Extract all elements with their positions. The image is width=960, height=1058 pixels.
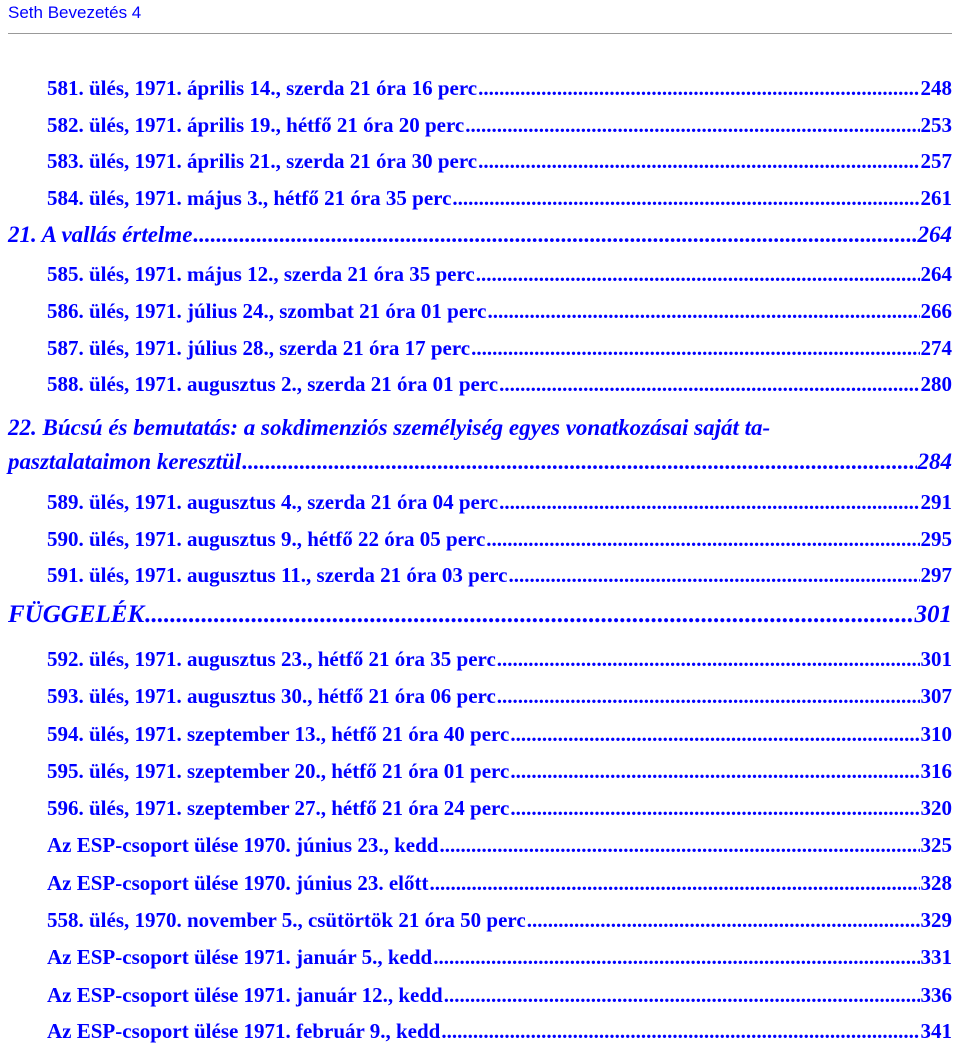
toc-entry-chapter[interactable] bbox=[8, 449, 952, 475]
toc-entry-session[interactable] bbox=[47, 186, 952, 211]
toc-entry-session[interactable] bbox=[47, 563, 952, 588]
toc-entry-session[interactable] bbox=[47, 833, 952, 858]
toc-entry-title: Az ESP-csoport ülése 1970. június 23. előtt bbox=[47, 871, 429, 895]
toc-leader-dots bbox=[478, 76, 919, 101]
toc-leader-dots bbox=[527, 908, 920, 933]
toc-leader-dots bbox=[476, 262, 920, 287]
toc-entry-session[interactable] bbox=[47, 684, 952, 709]
toc-leader-dots bbox=[499, 372, 919, 397]
toc-entry-title: 585. ülés, 1971. május 12., szerda 21 óra 35 perc bbox=[47, 262, 475, 286]
toc-entry-session[interactable] bbox=[47, 372, 952, 397]
toc-page-number: 266 bbox=[920, 299, 952, 323]
toc-entry-session[interactable] bbox=[47, 76, 952, 101]
toc-entry-title: 558. ülés, 1970. november 5., csütörtök 21 óra 50 perc bbox=[47, 908, 526, 932]
toc-entry-session[interactable] bbox=[47, 149, 952, 174]
toc-page-number: 253 bbox=[920, 113, 952, 137]
toc-chapter-title-line1[interactable]: 22. Búcsú és bemutatás: a sokdimenziós személyiség egyes vonatkozásai saját ta- bbox=[8, 415, 771, 440]
toc-entry-chapter[interactable] bbox=[8, 222, 952, 248]
toc-entry-title: FÜGGELÉK bbox=[8, 601, 145, 628]
toc-entry-title: 593. ülés, 1971. augusztus 30., hétfő 21 óra 06 perc bbox=[47, 684, 496, 708]
toc-entry-session[interactable] bbox=[47, 871, 952, 896]
toc-leader-dots bbox=[486, 527, 919, 552]
toc-leader-dots bbox=[499, 490, 919, 515]
toc-entry-title: 590. ülés, 1971. augusztus 9., hétfő 22 óra 05 perc bbox=[47, 527, 486, 551]
toc-page-number: 301 bbox=[914, 601, 952, 628]
toc-page-number: 310 bbox=[920, 722, 952, 746]
toc-entry-session[interactable] bbox=[47, 722, 952, 747]
toc-entry-title: 595. ülés, 1971. szeptember 20., hétfő 21 óra 01 perc bbox=[47, 759, 510, 783]
toc-entry-title: 587. ülés, 1971. július 28., szerda 21 óra 17 perc bbox=[47, 336, 471, 360]
toc-page-number: 301 bbox=[920, 647, 952, 671]
toc-leader-dots bbox=[487, 299, 919, 324]
toc-entry-session[interactable] bbox=[47, 1019, 952, 1044]
toc-entry-session[interactable] bbox=[47, 759, 952, 784]
toc-page-number: 328 bbox=[920, 871, 952, 895]
toc-entry-title: 586. ülés, 1971. július 24., szombat 21 óra 01 perc bbox=[47, 299, 487, 323]
toc-leader-dots bbox=[497, 684, 920, 709]
toc-page-number: 336 bbox=[920, 983, 952, 1007]
toc-entry-title: 588. ülés, 1971. augusztus 2., szerda 21 óra 01 perc bbox=[47, 372, 499, 396]
toc-leader-dots bbox=[471, 336, 919, 361]
toc-page-number: 274 bbox=[920, 336, 952, 360]
toc-leader-dots bbox=[478, 149, 919, 174]
toc-leader-dots bbox=[510, 722, 919, 747]
toc-entry-session[interactable] bbox=[47, 527, 952, 552]
document-title: Seth Bevezetés 4 bbox=[8, 3, 142, 22]
toc-entry-session[interactable] bbox=[47, 945, 952, 970]
toc-entry-title: Az ESP-csoport ülése 1971. február 9., kedd bbox=[47, 1019, 441, 1043]
toc-leader-dots bbox=[452, 186, 919, 211]
toc-page-number: 248 bbox=[920, 76, 952, 100]
toc-leader-dots bbox=[430, 871, 920, 896]
toc-page-number: 329 bbox=[920, 908, 952, 932]
toc-entry-title: Az ESP-csoport ülése 1971. január 5., kedd bbox=[47, 945, 433, 969]
toc-entry-session[interactable] bbox=[47, 490, 952, 515]
toc-entry-title: 592. ülés, 1971. augusztus 23., hétfő 21 óra 35 perc bbox=[47, 647, 496, 671]
header-divider bbox=[8, 33, 952, 34]
toc-leader-dots bbox=[510, 759, 919, 784]
toc-page-number: 316 bbox=[920, 759, 952, 783]
toc-entry-session[interactable] bbox=[47, 647, 952, 672]
toc-page-number: 297 bbox=[920, 563, 952, 587]
toc-entry-session[interactable] bbox=[47, 262, 952, 287]
toc-page-number: 291 bbox=[920, 490, 952, 514]
toc-leader-dots bbox=[439, 833, 919, 858]
toc-page-number: 284 bbox=[917, 449, 952, 474]
toc-entry-session[interactable] bbox=[47, 113, 952, 138]
toc-leader-dots bbox=[510, 796, 919, 821]
toc-entry-title: Az ESP-csoport ülése 1970. június 23., kedd bbox=[47, 833, 439, 857]
toc-page-number: 261 bbox=[920, 186, 952, 210]
toc-leader-dots bbox=[508, 563, 919, 588]
toc-entry-appendix[interactable] bbox=[8, 601, 952, 629]
page-header bbox=[0, 0, 960, 36]
toc-page-number: 280 bbox=[920, 372, 952, 396]
toc-entry-title: 582. ülés, 1971. április 19., hétfő 21 óra 20 perc bbox=[47, 113, 465, 137]
toc-entry-session[interactable] bbox=[47, 299, 952, 324]
toc-entry-session[interactable] bbox=[47, 796, 952, 821]
toc-leader-dots bbox=[465, 113, 919, 138]
toc-page-number: 331 bbox=[920, 945, 952, 969]
toc-entry-title: 584. ülés, 1971. május 3., hétfő 21 óra 35 perc bbox=[47, 186, 452, 210]
toc-entry-session[interactable] bbox=[47, 983, 952, 1008]
toc-page-number: 264 bbox=[917, 222, 952, 247]
toc-leader-dots bbox=[441, 1019, 919, 1044]
toc-entry-session[interactable] bbox=[47, 908, 952, 933]
toc-entry-title: 583. ülés, 1971. április 21., szerda 21 óra 30 perc bbox=[47, 149, 478, 173]
toc-entry-title: pasztalataimon keresztül bbox=[8, 449, 242, 474]
toc-page-number: 307 bbox=[920, 684, 952, 708]
toc-leader-dots bbox=[433, 945, 919, 970]
toc-page-number: 341 bbox=[920, 1019, 952, 1043]
toc-entry-title: 594. ülés, 1971. szeptember 13., hétfő 21 óra 40 perc bbox=[47, 722, 510, 746]
toc-entry-title: 21. A vallás értelme bbox=[8, 222, 193, 247]
toc-entry-title: 596. ülés, 1971. szeptember 27., hétfő 21 óra 24 perc bbox=[47, 796, 510, 820]
toc-entry-title: 589. ülés, 1971. augusztus 4., szerda 21 óra 04 perc bbox=[47, 490, 499, 514]
toc-page-number: 295 bbox=[920, 527, 952, 551]
toc-entry-session[interactable] bbox=[47, 336, 952, 361]
toc-leader-dots bbox=[242, 449, 916, 475]
toc-leader-dots bbox=[497, 647, 920, 672]
toc-page-number: 257 bbox=[920, 149, 952, 173]
toc-page-number: 320 bbox=[920, 796, 952, 820]
toc-page-number: 325 bbox=[920, 833, 952, 857]
toc-leader-dots bbox=[145, 601, 913, 629]
toc-entry-title: 591. ülés, 1971. augusztus 11., szerda 21 óra 03 perc bbox=[47, 563, 508, 587]
toc-leader-dots bbox=[444, 983, 920, 1008]
toc-leader-dots bbox=[193, 222, 916, 248]
toc-entry-title: Az ESP-csoport ülése 1971. január 12., kedd bbox=[47, 983, 443, 1007]
toc-page-number: 264 bbox=[920, 262, 952, 286]
toc-entry-title: 581. ülés, 1971. április 14., szerda 21 óra 16 perc bbox=[47, 76, 478, 100]
